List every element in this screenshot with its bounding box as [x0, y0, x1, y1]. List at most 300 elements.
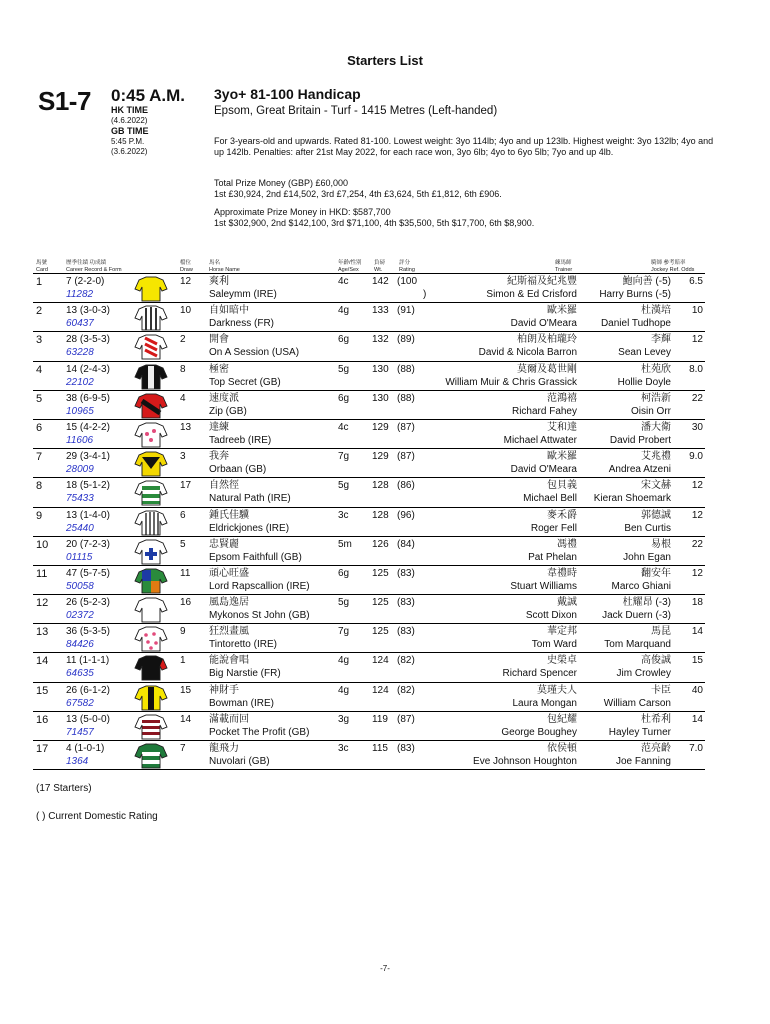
- jockey-silks-icon: [133, 510, 169, 536]
- starters-table: [33, 259, 705, 770]
- trainer-en: George Boughey: [501, 726, 577, 738]
- age-sex: 3c: [338, 509, 349, 521]
- jockey-silks-icon: [133, 393, 169, 419]
- jockey-silks-icon: [133, 305, 169, 331]
- trainer-en: William Muir & Chris Grassick: [445, 376, 577, 388]
- age-sex: 4c: [338, 421, 349, 433]
- time-block: [111, 86, 211, 157]
- gb-time: 5:45 P.M.: [111, 137, 145, 146]
- gb-date: (3.6.2022): [111, 147, 148, 156]
- jockey-zh: 鮑向善 (-5): [622, 276, 671, 287]
- jockey-en: Hayley Turner: [608, 726, 671, 738]
- trainer-en: Richard Spencer: [502, 668, 577, 680]
- starters-count: (17 Starters): [36, 783, 92, 794]
- trainer-en: Simon & Ed Crisford: [486, 289, 577, 300]
- jockey-en: Jack Duern (-3): [602, 610, 671, 622]
- horse-name-zh: 頑心旺盛: [209, 567, 249, 579]
- hk-date: (4.6.2022): [111, 116, 148, 125]
- header-horse: 馬名 Horse Name: [209, 260, 240, 273]
- horse-code-link[interactable]: 71457: [66, 726, 94, 738]
- age-sex: 4g: [338, 305, 350, 317]
- age-sex: 6g: [338, 334, 350, 346]
- jockey-zh: 柯浩新: [641, 392, 671, 404]
- horse-code-link[interactable]: 84426: [66, 639, 94, 651]
- horse-name-en: Darkness (FR): [209, 318, 275, 330]
- horse-code-link[interactable]: 11282: [66, 289, 94, 300]
- jockey-en: William Carson: [603, 697, 671, 709]
- table-row: [33, 362, 705, 391]
- horse-name-zh: 自然徑: [209, 480, 239, 492]
- card-number: 1: [36, 276, 43, 288]
- draw: 3: [180, 451, 186, 463]
- draw: 2: [180, 334, 186, 346]
- weight: 130: [372, 392, 389, 404]
- ref-odds: 6.5: [689, 276, 703, 287]
- weight: 130: [372, 363, 389, 375]
- jockey-silks-icon: [133, 743, 169, 769]
- horse-name-zh: 我奔: [209, 451, 229, 463]
- career-record: 11 (1-1-1): [66, 655, 110, 667]
- career-record: 28 (3-5-3): [66, 334, 110, 346]
- trainer-en: Roger Fell: [530, 522, 577, 534]
- card-number: 10: [36, 538, 49, 551]
- prize-hkd: Approximate Prize Money in HKD: $587,700: [214, 207, 391, 217]
- header-weight: 負磅 Wt.: [374, 260, 386, 273]
- draw: 14: [180, 713, 192, 725]
- jockey-silks-icon: [133, 626, 169, 652]
- trainer-en: Pat Phelan: [528, 551, 577, 563]
- jockey-en: Tom Marquand: [604, 639, 671, 651]
- jockey-silks-icon: [133, 276, 169, 302]
- trainer-en: Scott Dixon: [525, 610, 577, 622]
- table-row: [33, 508, 705, 537]
- page-title: Starters List: [347, 53, 423, 68]
- jockey-zh: 杜苑欣: [641, 363, 671, 375]
- trainer-zh: 馮禮: [557, 538, 577, 550]
- rating: (96): [397, 509, 415, 521]
- ref-odds: 8.0: [689, 363, 703, 375]
- card-number: 13: [36, 626, 49, 639]
- jockey-silks-icon: [133, 422, 169, 448]
- ref-odds: 7.0: [689, 743, 703, 754]
- draw: 10: [180, 305, 192, 317]
- trainer-zh: 歐米羅: [547, 305, 577, 317]
- header-age: 年齡/性別 Age/Sex: [338, 260, 362, 273]
- ref-odds: 9.0: [689, 451, 703, 463]
- jockey-en: Ben Curtis: [624, 522, 671, 534]
- horse-code-link[interactable]: 50058: [66, 580, 94, 592]
- header-record: 歷季往績 功成績 Career Record & Form: [66, 260, 122, 273]
- horse-name-zh: 開會: [209, 334, 229, 346]
- table-body: [33, 274, 705, 770]
- trainer-en: Stuart Williams: [510, 580, 577, 592]
- card-number: 16: [36, 713, 49, 726]
- horse-name-en: Mykonos St John (GB): [209, 610, 310, 622]
- race-conditions: For 3-years-old and upwards. Rated 81-100. Lowest weight: 3yo 114lb; 4yo and up 123lb. Highest weight: 3yo 132lb; 4yo and up 142lb. Penalties: after 21st May 2022, for each race won, 3yo 6lb; 4yo to 6yo 5lb; 7yo and up 4lb.: [214, 136, 714, 157]
- jockey-en: Andrea Atzeni: [608, 464, 671, 476]
- horse-name-zh: 忠賢麗: [209, 538, 239, 550]
- card-number: 7: [36, 451, 43, 464]
- draw: 7: [180, 743, 186, 754]
- horse-code-link[interactable]: 1364: [66, 756, 89, 767]
- card-number: 17: [36, 743, 49, 755]
- trainer-en: David O'Meara: [510, 464, 577, 476]
- jockey-zh: 范亮齡: [641, 743, 671, 754]
- draw: 12: [180, 276, 192, 287]
- ref-odds: 12: [691, 334, 703, 346]
- table-row: [33, 537, 705, 566]
- rating: (82): [397, 655, 415, 667]
- trainer-en: David O'Meara: [510, 318, 577, 330]
- rating: (83): [397, 567, 415, 579]
- jockey-silks-icon: [133, 334, 169, 360]
- rating: (100: [397, 276, 418, 287]
- horse-name-en: On A Session (USA): [209, 347, 300, 359]
- ref-odds: 12: [691, 509, 703, 521]
- jockey-zh: 杜耀昂 (-3): [622, 597, 671, 609]
- horse-name-zh: 風島逸居: [209, 597, 249, 609]
- header-rating: 評分 Rating: [399, 260, 415, 273]
- rating: (88): [397, 363, 415, 375]
- age-sex: 5g: [338, 597, 350, 609]
- header-draw: 檔位 Draw: [180, 260, 193, 273]
- card-number: 14: [36, 655, 49, 668]
- trainer-zh: 莫爾及葛世剛: [517, 363, 577, 375]
- trainer-zh: 包紀耀: [547, 713, 577, 725]
- horse-code-link[interactable]: 60437: [66, 318, 94, 330]
- weight: 126: [372, 538, 389, 550]
- table-row: [33, 683, 705, 712]
- jockey-zh: 翻安年: [641, 567, 671, 579]
- prize-gbp-split: 1st £30,924, 2nd £14,502, 3rd £7,254, 4th £3,624, 5th £1,812, 6th £906.: [214, 189, 502, 199]
- weight: 128: [372, 480, 389, 492]
- draw: 1: [180, 655, 186, 667]
- horse-code-link[interactable]: 75433: [66, 493, 94, 505]
- career-record: 38 (6-9-5): [66, 392, 110, 404]
- card-number: 5: [36, 392, 43, 405]
- weight: 133: [372, 305, 389, 317]
- trainer-zh: 莫瑾夫人: [537, 684, 577, 696]
- card-number: 15: [36, 684, 49, 697]
- rating: (87): [397, 421, 415, 433]
- table-row: [33, 449, 705, 478]
- table-row: [33, 332, 705, 361]
- weight: 142: [372, 276, 389, 287]
- trainer-zh: 范鴻禧: [547, 392, 577, 404]
- horse-code-link[interactable]: 01115: [66, 551, 93, 563]
- jockey-silks-icon: [133, 597, 169, 623]
- horse-name-en: Lord Rapscallion (IRE): [209, 580, 310, 592]
- age-sex: 5g: [338, 480, 350, 492]
- ref-odds: 18: [691, 597, 703, 609]
- horse-code-link[interactable]: 25440: [66, 522, 94, 534]
- rating: (84): [397, 538, 415, 550]
- draw: 5: [180, 538, 186, 550]
- ref-odds: 10: [691, 305, 703, 317]
- draw: 16: [180, 597, 192, 609]
- trainer-en: Tom Ward: [531, 639, 577, 651]
- trainer-zh: 華定邦: [547, 626, 577, 638]
- trainer-zh: 艾和達: [547, 421, 577, 433]
- prize-gbp: Total Prize Money (GBP) £60,000: [214, 178, 349, 188]
- jockey-en: Joe Fanning: [615, 756, 671, 767]
- race-time: 0:45 A.M.: [111, 86, 186, 105]
- draw: 17: [180, 480, 192, 492]
- race-venue: Epsom, Great Britain - Turf - 1415 Metres (Left-handed): [214, 105, 498, 117]
- trainer-zh: 戴誠: [557, 597, 577, 609]
- career-record: 14 (2-4-3): [66, 363, 110, 375]
- rating: (83): [397, 626, 415, 638]
- rating-cont: ): [423, 289, 427, 300]
- age-sex: 7g: [338, 451, 350, 463]
- weight: 129: [372, 451, 389, 463]
- table-row: [33, 303, 705, 332]
- draw: 9: [180, 626, 186, 638]
- jockey-zh: 卡臣: [651, 684, 671, 696]
- jockey-silks-icon: [133, 568, 169, 594]
- weight: 124: [372, 684, 389, 696]
- jockey-zh: 潘大衛: [641, 421, 671, 433]
- age-sex: 4c: [338, 276, 349, 287]
- horse-name-zh: 自如暗中: [209, 305, 249, 317]
- horse-name-en: Top Secret (GB): [209, 376, 281, 388]
- table-row: [33, 653, 705, 682]
- trainer-en: Eve Johnson Houghton: [473, 756, 577, 767]
- horse-name-zh: 速度派: [209, 392, 239, 404]
- jockey-zh: 宋文赫: [641, 480, 671, 492]
- card-number: 9: [36, 509, 43, 522]
- card-number: 4: [36, 363, 43, 376]
- weight: 124: [372, 655, 389, 667]
- horse-code-link[interactable]: 10965: [66, 405, 94, 417]
- jockey-silks-icon: [133, 655, 169, 681]
- rating: (89): [397, 334, 415, 346]
- ref-odds: 12: [691, 480, 703, 492]
- table-row: [33, 420, 705, 449]
- horse-code-link[interactable]: 11606: [66, 434, 94, 446]
- horse-name-zh: 龍飛力: [209, 743, 239, 754]
- weight: 119: [372, 713, 388, 725]
- career-record: 47 (5-7-5): [66, 567, 110, 579]
- jockey-silks-icon: [133, 714, 169, 740]
- age-sex: 4g: [338, 655, 350, 667]
- age-sex: 6g: [338, 392, 350, 404]
- card-number: 11: [36, 567, 48, 580]
- horse-name-zh: 滿載而回: [209, 713, 249, 725]
- table-row: [33, 712, 705, 741]
- table-row: [33, 624, 705, 653]
- card-number: 2: [36, 305, 43, 318]
- horse-name-en: Eldrickjones (IRE): [209, 522, 290, 534]
- career-record: 13 (1-4-0): [66, 509, 110, 521]
- jockey-zh: 郭德誠: [641, 509, 671, 521]
- rating: (88): [397, 392, 415, 404]
- card-number: 12: [36, 597, 49, 610]
- table-header: [33, 259, 705, 274]
- age-sex: 3g: [338, 713, 350, 725]
- age-sex: 4g: [338, 684, 350, 696]
- jockey-en: Harry Burns (-5): [599, 289, 671, 300]
- career-record: 7 (2-2-0): [66, 276, 105, 287]
- jockey-en: Hollie Doyle: [617, 376, 671, 388]
- rating: (83): [397, 743, 415, 754]
- ref-odds: 12: [691, 567, 703, 579]
- ref-odds: 30: [691, 421, 703, 433]
- horse-code-link[interactable]: 02372: [66, 610, 94, 622]
- header-card: 馬號 Card: [36, 260, 48, 273]
- career-record: 18 (5-1-2): [66, 480, 110, 492]
- trainer-zh: 麥禾爵: [547, 509, 577, 521]
- table-row: [33, 595, 705, 624]
- card-number: 3: [36, 334, 43, 347]
- horse-code-link[interactable]: 22102: [66, 376, 94, 388]
- rating: (91): [397, 305, 415, 317]
- jockey-en: Sean Levey: [618, 347, 671, 359]
- horse-name-en: Zip (GB): [209, 405, 247, 417]
- age-sex: 5g: [338, 363, 350, 375]
- card-number: 8: [36, 480, 43, 493]
- ref-odds: 14: [691, 713, 703, 725]
- horse-name-zh: 極密: [209, 363, 229, 375]
- draw: 13: [180, 421, 192, 433]
- horse-name-en: Nuvolari (GB): [209, 756, 270, 767]
- career-record: 26 (6-1-2): [66, 684, 110, 696]
- horse-name-en: Saleymm (IRE): [209, 289, 277, 300]
- career-record: 26 (5-2-3): [66, 597, 110, 609]
- jockey-zh: 杜漢培: [641, 305, 671, 317]
- horse-name-zh: 鍾氏佳驥: [209, 509, 249, 521]
- trainer-zh: 包貝義: [547, 480, 577, 492]
- horse-name-zh: 能說會唱: [209, 655, 249, 667]
- table-row: [33, 566, 705, 595]
- trainer-zh: 韋禮時: [547, 567, 577, 579]
- horse-name-zh: 爽利: [209, 276, 229, 287]
- table-row: [33, 741, 705, 770]
- hk-time-label: HK TIME: [111, 105, 148, 115]
- horse-code-link[interactable]: 64635: [66, 668, 94, 680]
- career-record: 13 (5-0-0): [66, 713, 110, 725]
- age-sex: 3c: [338, 743, 349, 754]
- draw: 11: [180, 567, 191, 579]
- trainer-en: Michael Attwater: [503, 434, 577, 446]
- ref-odds: 22: [691, 538, 703, 550]
- career-record: 20 (7-2-3): [66, 538, 110, 550]
- jockey-silks-icon: [133, 480, 169, 506]
- trainer-zh: 史榮卓: [547, 655, 577, 667]
- horse-name-zh: 神財手: [209, 684, 239, 696]
- trainer-zh: 紀斯福及紀兆豐: [507, 276, 577, 287]
- horse-name-en: Pocket The Profit (GB): [209, 726, 310, 738]
- jockey-en: Kieran Shoemark: [593, 493, 671, 505]
- horse-name-zh: 狂烈畫風: [209, 626, 249, 638]
- jockey-silks-icon: [133, 364, 169, 390]
- card-number: 6: [36, 421, 43, 434]
- age-sex: 5m: [338, 538, 352, 550]
- horse-name-zh: 達練: [209, 421, 229, 433]
- horse-name-en: Epsom Faithfull (GB): [209, 551, 302, 563]
- draw: 6: [180, 509, 186, 521]
- career-record: 36 (5-3-5): [66, 626, 110, 638]
- rating: (83): [397, 597, 415, 609]
- header-jockey: 騎師 參考賠率 Jockey Ref. Odds: [651, 260, 695, 273]
- weight: 128: [372, 509, 389, 521]
- horse-code-link[interactable]: 67582: [66, 697, 94, 709]
- jockey-en: Oisin Orr: [631, 405, 671, 417]
- weight: 125: [372, 626, 389, 638]
- jockey-silks-icon: [133, 685, 169, 711]
- table-row: [33, 478, 705, 507]
- gb-time-label: GB TIME: [111, 126, 149, 136]
- jockey-en: Daniel Tudhope: [600, 318, 671, 330]
- rating: (86): [397, 480, 415, 492]
- career-record: 13 (3-0-3): [66, 305, 110, 317]
- race-info: [214, 86, 724, 229]
- career-record: 29 (3-4-1): [66, 451, 110, 463]
- ref-odds: 22: [691, 392, 703, 404]
- horse-name-en: Bowman (IRE): [209, 697, 275, 709]
- trainer-en: Michael Bell: [523, 493, 577, 505]
- age-sex: 6g: [338, 567, 350, 579]
- weight: 125: [372, 597, 389, 609]
- trainer-zh: 依侯頓: [547, 743, 577, 754]
- trainer-en: Richard Fahey: [511, 405, 577, 417]
- table-row: [33, 391, 705, 420]
- jockey-zh: 李輝: [651, 334, 671, 346]
- jockey-zh: 艾兆禮: [641, 451, 671, 463]
- draw: 4: [180, 392, 186, 404]
- jockey-en: David Probert: [609, 434, 671, 446]
- rating: (82): [397, 684, 415, 696]
- jockey-en: John Egan: [623, 551, 671, 563]
- career-record: 15 (4-2-2): [66, 421, 110, 433]
- draw: 8: [180, 363, 186, 375]
- trainer-en: David & Nicola Barron: [478, 347, 577, 359]
- ref-odds: 14: [691, 626, 703, 638]
- horse-code-link[interactable]: 63228: [66, 347, 94, 359]
- ref-odds: 15: [691, 655, 703, 667]
- jockey-silks-icon: [133, 539, 169, 565]
- prize-hkd-split: 1st $302,900, 2nd $142,100, 3rd $71,100, 4th $35,500, 5th $17,700, 6th $8,900.: [214, 218, 535, 228]
- horse-code-link[interactable]: 28009: [66, 464, 94, 476]
- weight: 115: [372, 743, 388, 754]
- page-number: -7-: [380, 964, 390, 973]
- horse-name-en: Tadreeb (IRE): [209, 434, 272, 446]
- rating: (87): [397, 451, 415, 463]
- horse-name-en: Natural Path (IRE): [209, 493, 291, 505]
- jockey-en: Jim Crowley: [616, 668, 671, 680]
- horse-name-en: Tintoretto (IRE): [209, 639, 277, 651]
- jockey-zh: 馬昆: [651, 626, 671, 638]
- career-record: 4 (1-0-1): [66, 743, 105, 754]
- header-trainer: 練馬師 Trainer: [555, 260, 573, 273]
- race-name: 3yo+ 81-100 Handicap: [214, 86, 361, 102]
- jockey-zh: 高俊誠: [641, 655, 671, 667]
- weight: 125: [372, 567, 389, 579]
- draw: 15: [180, 684, 192, 696]
- jockey-silks-icon: [133, 451, 169, 477]
- weight: 132: [372, 334, 389, 346]
- rating-note: ( ) Current Domestic Rating: [36, 811, 158, 822]
- ref-odds: 40: [691, 684, 703, 696]
- trainer-zh: 柏朗及柏瓏玲: [517, 334, 577, 346]
- table-row: [33, 274, 705, 303]
- horse-name-en: Orbaan (GB): [209, 464, 267, 476]
- jockey-en: Marco Ghiani: [611, 580, 671, 592]
- weight: 129: [372, 421, 389, 433]
- trainer-zh: 歐米羅: [547, 451, 577, 463]
- race-code: S1-7: [38, 86, 91, 116]
- age-sex: 7g: [338, 626, 350, 638]
